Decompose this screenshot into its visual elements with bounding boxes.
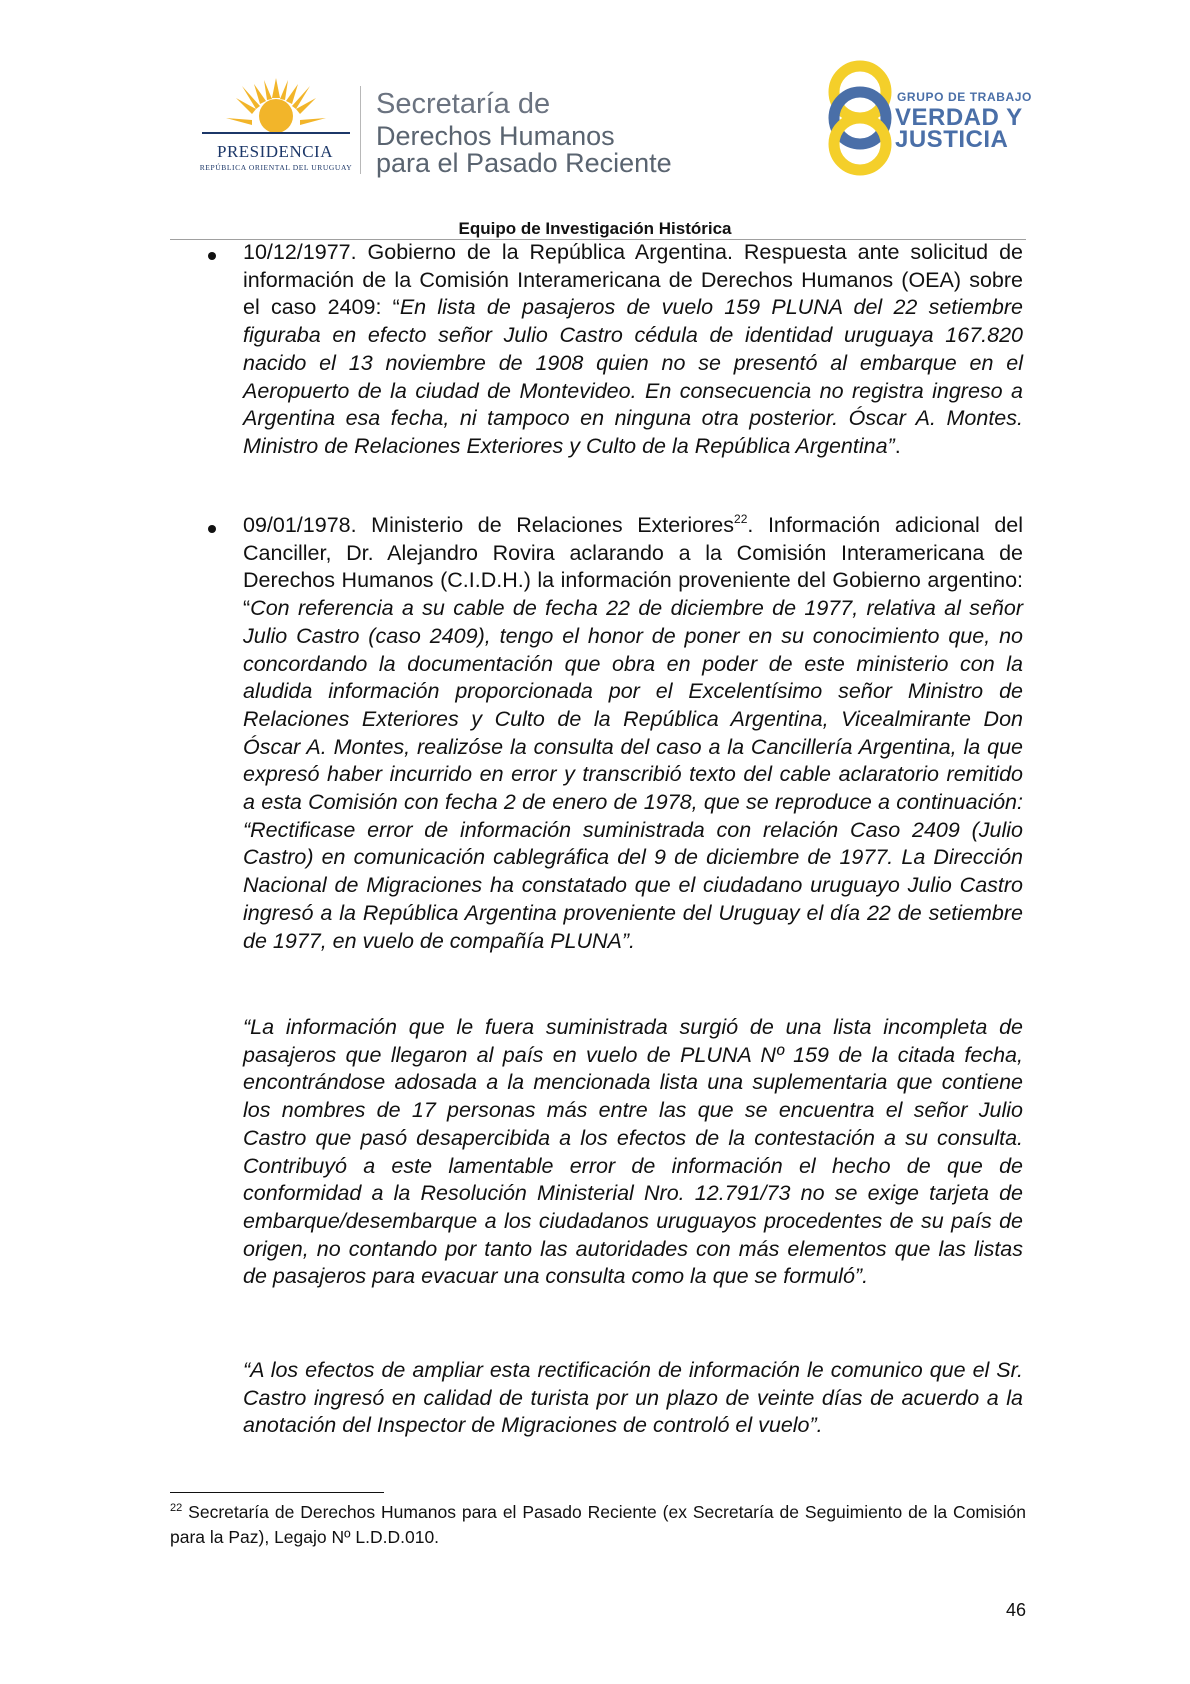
page-header [0, 0, 1190, 238]
footnote-number: 22 [170, 1502, 183, 1514]
continuation-paragraph-2 [243, 1357, 1023, 1440]
secretaria-line-3: para el Pasado Reciente [376, 148, 672, 178]
secretaria-line-1: Secretaría de [376, 88, 551, 120]
team-title: Equipo de Investigación Histórica [458, 219, 732, 238]
secretaria-line-2: Derechos Humanos [376, 121, 615, 151]
footnote [170, 1500, 1026, 1550]
header-divider [360, 86, 361, 174]
grupo-trabajo-title-1: VERDAD Y [895, 104, 1023, 131]
footnote-text: Secretaría de Derechos Humanos para el Pasado Reciente (ex Secretaría de Seguimiento de la Comisión para la Paz), Legajo Nº L.D.D.010. [170, 1502, 1026, 1547]
footnote-rule [170, 1492, 384, 1493]
presidencia-subtitle: REPÚBLICA ORIENTAL DEL URUGUAY [199, 163, 353, 172]
footnote-ref[interactable]: 22 [734, 512, 748, 526]
entry-2 [243, 512, 1023, 955]
grupo-trabajo-rings-icon [820, 56, 900, 180]
grupo-trabajo-label: GRUPO DE TRABAJO [897, 90, 1032, 104]
entry-1-lead: 10/12/1977. Gobierno de la República Argentina. Respuesta ante solicitud de información de la Comisión Interamericana de Derechos Humanos (OEA) sobre el caso 2409: “ [243, 240, 1023, 320]
continuation-2-text: “A los efectos de ampliar esta rectificación de información le comunico que el Sr. Castro ingresó en calidad de turista por un plazo de veinte días de acuerdo a la anotación del Inspector de Migraciones de controló el vuelo”. [243, 1358, 1023, 1438]
entry-1-quote: En lista de pasajeros de vuelo 159 PLUNA del 22 setiembre figuraba en efecto señor Julio Castro cédula de identidad uruguaya 167.820 nacido el 13 noviembre de 1908 quien no se presentó al embarque en el Aeropuerto de la ciudad de Montevideo. En consecuencia no registra ingreso a Argentina esa fecha, ni tampoco en ninguna otra posterior. Óscar A. Montes. Ministro de Relaciones Exteriores y Culto de la República Argentina” [243, 295, 1023, 458]
entry-1-tail: . [894, 433, 901, 458]
entry-2-lead-b: . Información adicional del Canciller, Dr. Alejandro Rovira aclarando a la Comisión Interamericana de Derechos Humanos (C.I.D.H.) la información proveniente del Gobierno argentino: “ [243, 513, 1024, 621]
continuation-1-text: “La información que le fuera suministrada surgió de una lista incompleta de pasajeros que llegaron al país en vuelo de PLUNA Nº 159 de la citada fecha, encontrándose adosada a la mencionada lista una suplementaria que contiene los nombres de 17 personas más entre las que se encuentra el señor Julio Castro que pasó desapercibida a los efectos de la contestación a su consulta. Contribuyó a este lamentable error de información el hecho de que de conformidad a la Resolución Ministerial Nro. 12.791/73 no se exige tarjeta de embarque/desembarque a los ciudadanos uruguayos procedentes de su país de origen, no contando por tanto las autoridades con más elementos que las listas de pasajeros para evacuar una consulta como la que se formuló”. [243, 1015, 1023, 1289]
bullet-icon [208, 252, 218, 262]
grupo-trabajo-title-2: JUSTICIA [895, 126, 1009, 153]
entry-2-lead-a: 09/01/1978. Ministerio de Relaciones Exteriores [243, 513, 735, 537]
page-number: 46 [1005, 1600, 1026, 1620]
entry-1 [243, 239, 1023, 461]
continuation-paragraph-1 [243, 1014, 1023, 1291]
presidencia-title: PRESIDENCIA [216, 142, 333, 161]
entry-2-quote: Con referencia a su cable de fecha 22 de diciembre de 1977, relativa al señor Julio Castro (caso 2409), tengo el honor de poner en su conocimiento que, no concordando la documentación que obra en poder de este ministerio con la aludida información proporcionada por el Excelentísimo señor Ministro de Relaciones Exteriores y Culto de la República Argentina, Vicealmirante Don Óscar A. Montes, realizóse la consulta del caso a la Cancillería Argentina, la que expresó haber incurrido en error y transcribió texto del cable aclaratorio remitido a esta Comisión con fecha 2 de enero de 1978, que se reproduce a continuación: “Rectificase error de información suministrada con relación Caso 2409 (Julio Castro) en comunicación cablegráfica del 9 de diciembre de 1977. La Dirección Nacional de Migraciones ha constatado que el ciudadano uruguayo Julio Castro ingresó a la República Argentina proveniente del Uruguay el día 22 de setiembre de 1977, en vuelo de compañía PLUNA”. [243, 596, 1023, 953]
bullet-icon [208, 525, 218, 535]
